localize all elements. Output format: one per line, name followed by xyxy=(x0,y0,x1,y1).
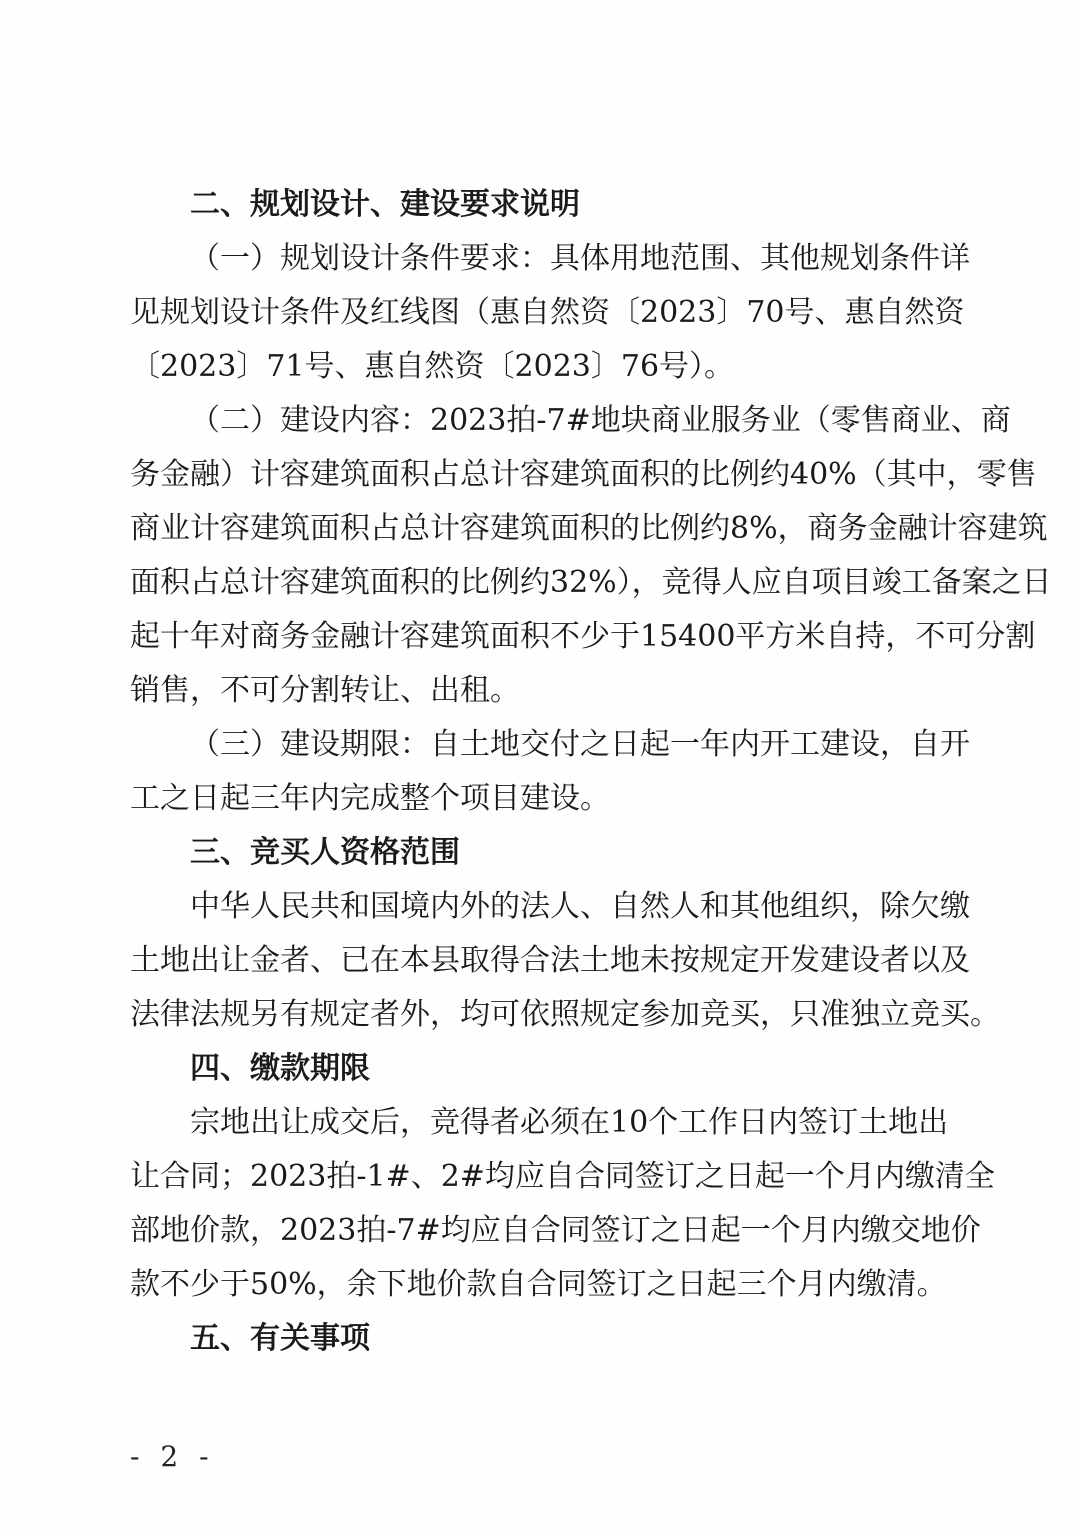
paragraph-line: （三）建设期限：自土地交付之日起一年内开工建设，自开 xyxy=(190,727,970,762)
paragraph-line: 见规划设计条件及红线图（惠自然资〔2023〕70号、惠自然资 xyxy=(130,295,965,330)
section-heading-related-matters: 五、有关事项 xyxy=(190,1321,370,1356)
paragraph-line: 销售，不可分割转让、出租。 xyxy=(130,673,520,708)
paragraph-line: 让合同；2023拍-1#、2#均应自合同签订之日起一个月内缴清全 xyxy=(130,1159,995,1194)
paragraph-line: 〔2023〕71号、惠自然资〔2023〕76号）。 xyxy=(130,349,735,384)
paragraph-line: 面积占总计容建筑面积的比例约32%），竞得人应自项目竣工备案之日 xyxy=(130,565,1052,600)
paragraph-line: 部地价款，2023拍-7#均应自合同签订之日起一个月内缴交地价 xyxy=(130,1213,981,1248)
paragraph-line: 起十年对商务金融计容建筑面积不少于15400平方米自持，不可分割 xyxy=(130,619,1036,654)
page-number: - 2 - xyxy=(130,1440,215,1473)
paragraph-line: 务金融）计容建筑面积占总计容建筑面积的比例约40%（其中，零售 xyxy=(130,457,1037,492)
section-heading-bidder-qualification: 三、竞买人资格范围 xyxy=(190,835,460,870)
paragraph-line: 款不少于50%，余下地价款自合同签订之日起三个月内缴清。 xyxy=(130,1267,947,1302)
paragraph-line: 宗地出让成交后，竞得者必须在10个工作日内签订土地出 xyxy=(190,1105,949,1140)
paragraph-line: （二）建设内容：2023拍-7#地块商业服务业（零售商业、商 xyxy=(190,403,1011,438)
document-body xyxy=(130,178,1052,1366)
paragraph-line: 中华人民共和国境内外的法人、自然人和其他组织，除欠缴 xyxy=(190,889,970,924)
paragraph-line: 商业计容建筑面积占总计容建筑面积的比例约8%，商务金融计容建筑 xyxy=(130,511,1048,546)
paragraph-line: （一）规划设计条件要求：具体用地范围、其他规划条件详 xyxy=(190,241,970,276)
paragraph-line: 土地出让金者、已在本县取得合法土地未按规定开发建设者以及 xyxy=(130,943,970,978)
section-heading-planning: 二、规划设计、建设要求说明 xyxy=(190,187,580,222)
paragraph-line: 法律法规另有规定者外，均可依照规定参加竞买，只准独立竞买。 xyxy=(130,997,1000,1032)
section-heading-payment-deadline: 四、缴款期限 xyxy=(190,1051,370,1086)
paragraph-line: 工之日起三年内完成整个项目建设。 xyxy=(130,781,610,816)
